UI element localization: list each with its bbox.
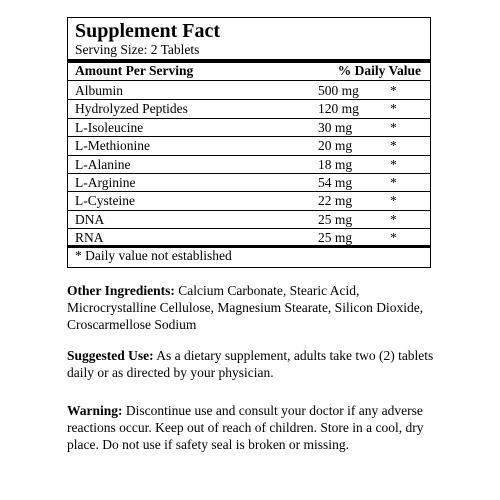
nutrient-amount: 25 mg [318, 211, 353, 227]
nutrient-name: L-Cysteine [75, 193, 135, 209]
column-header-row [68, 63, 430, 79]
nutrient-name: DNA [75, 211, 105, 227]
warning [67, 402, 437, 453]
daily-value-footnote: * Daily value not established [75, 248, 232, 263]
nutrient-amount: 500 mg [318, 83, 359, 98]
nutrient-row [68, 119, 430, 137]
nutrient-daily-value: * [390, 156, 397, 172]
nutrient-name: Hydrolyzed Peptides [75, 101, 188, 117]
nutrient-name: L-Methionine [75, 138, 150, 154]
panel-title: Supplement Fact [75, 20, 220, 42]
nutrient-daily-value: * [390, 230, 397, 246]
suggested-use-label: Suggested Use: [67, 348, 154, 363]
warning-label: Warning: [67, 403, 123, 418]
nutrient-name: RNA [75, 230, 104, 246]
nutrient-row [68, 229, 430, 247]
nutrient-rows [68, 82, 430, 248]
supplement-facts-panel [67, 17, 431, 268]
serving-size: Serving Size: 2 Tablets [75, 42, 200, 57]
nutrient-row [68, 137, 430, 155]
nutrient-row [68, 82, 430, 100]
nutrient-amount: 120 mg [318, 101, 359, 117]
warning-text: Discontinue use and consult your doctor if any adverse reactions occur. Keep out of reach of children. Store in a cool, dry place. Do not use if safety seal is broken or missing. [67, 403, 424, 452]
suggested-use-text: As a dietary supplement, adults take two (2) tablets daily or as directed by your physician. [67, 348, 434, 380]
other-ingredients [67, 282, 437, 333]
nutrient-name: Albumin [75, 83, 124, 98]
nutrient-daily-value: * [390, 101, 397, 117]
nutrient-row [68, 192, 430, 210]
nutrient-amount: 20 mg [318, 138, 353, 154]
suggested-use [67, 347, 437, 381]
nutrient-daily-value: * [390, 138, 397, 154]
nutrient-amount: 18 mg [318, 156, 353, 172]
nutrient-amount: 25 mg [318, 230, 353, 246]
other-ingredients-text: Calcium Carbonate, Stearic Acid, Microcrystalline Cellulose, Magnesium Stearate, Silicon Dioxide, Croscarmellose Sodium [67, 283, 424, 332]
nutrient-daily-value: * [390, 174, 397, 190]
header-divider [68, 80, 430, 81]
nutrient-row [68, 174, 430, 192]
nutrient-amount: 30 mg [318, 119, 353, 135]
nutrient-amount: 22 mg [318, 193, 353, 209]
amount-per-serving-header: Amount Per Serving [75, 63, 194, 78]
nutrient-daily-value: * [390, 83, 397, 98]
nutrient-amount: 54 mg [318, 174, 353, 190]
daily-value-header: % Daily Value [337, 63, 421, 78]
nutrient-daily-value: * [390, 119, 397, 135]
other-ingredients-label: Other Ingredients: [67, 283, 175, 298]
nutrient-name: L-Arginine [75, 174, 136, 190]
nutrient-row [68, 156, 430, 174]
nutrient-row [68, 211, 430, 229]
nutrient-daily-value: * [390, 193, 397, 209]
nutrient-name: L-Alanine [75, 156, 131, 172]
nutrient-name: L-Isoleucine [75, 119, 144, 135]
nutrient-daily-value: * [390, 211, 397, 227]
nutrient-row [68, 100, 430, 118]
